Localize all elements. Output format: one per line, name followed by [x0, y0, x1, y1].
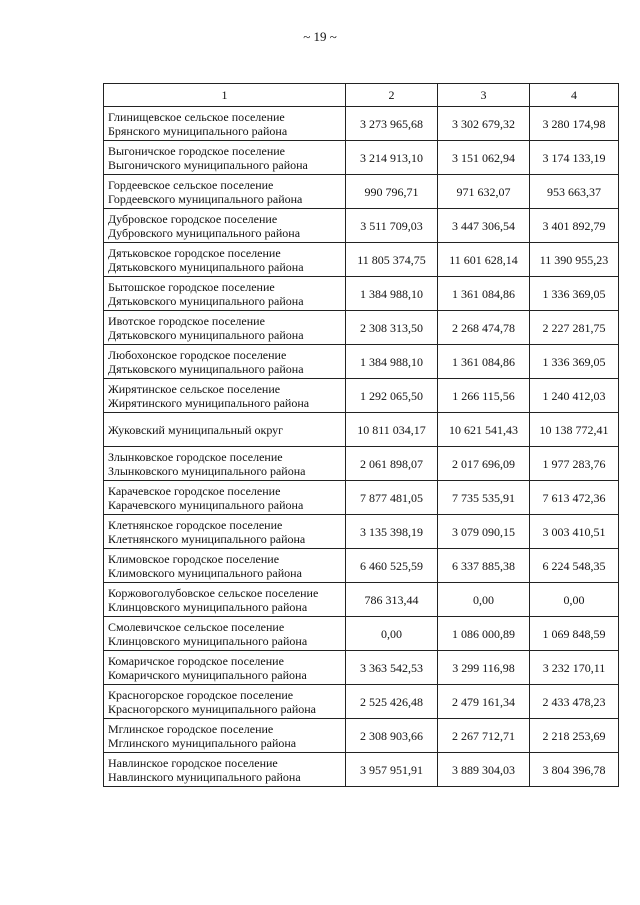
settlement-name: Клетнянское городское поселение [108, 517, 283, 532]
municipality-name-cell [104, 141, 346, 175]
settlement-name: Ивотское городское поселение [108, 313, 265, 328]
value-cell-col-2: 7 877 481,05 [346, 481, 438, 515]
table-row [104, 515, 619, 549]
district-name: Комаричского муниципального района [108, 667, 307, 682]
municipality-name-cell [104, 651, 346, 685]
value-cell-col-2: 2 308 903,66 [346, 719, 438, 753]
value-cell-col-3: 1 361 084,86 [438, 345, 530, 379]
table-row [104, 617, 619, 651]
value-cell-col-4: 1 240 412,03 [530, 379, 619, 413]
municipality-name-cell [104, 311, 346, 345]
table-row [104, 481, 619, 515]
value-cell-col-4: 0,00 [530, 583, 619, 617]
value-cell-col-2: 11 805 374,75 [346, 243, 438, 277]
settlement-name: Любохонское городское поселение [108, 347, 287, 362]
settlement-name: Злынковское городское поселение [108, 449, 283, 464]
settlement-name: Мглинское городское поселение [108, 721, 274, 736]
table-row [104, 549, 619, 583]
value-cell-col-4: 3 280 174,98 [530, 107, 619, 141]
column-header-2: 2 [346, 84, 438, 107]
district-name: Брянского муниципального района [108, 123, 288, 138]
value-cell-col-3: 1 266 115,56 [438, 379, 530, 413]
value-cell-col-2: 1 384 988,10 [346, 277, 438, 311]
value-cell-col-2: 0,00 [346, 617, 438, 651]
value-cell-col-4: 1 977 283,76 [530, 447, 619, 481]
district-name: Дубровского муниципального района [108, 225, 301, 240]
value-cell-col-2: 3 511 709,03 [346, 209, 438, 243]
value-cell-col-3: 2 268 474,78 [438, 311, 530, 345]
settlement-name: Жирятинское сельское поселение [108, 381, 281, 396]
district-name: Дятьковского муниципального района [108, 293, 304, 308]
value-cell-col-4: 3 401 892,79 [530, 209, 619, 243]
district-name: Клетнянского муниципального района [108, 531, 306, 546]
municipality-name-cell [104, 277, 346, 311]
table-row [104, 413, 619, 447]
table-row [104, 277, 619, 311]
value-cell-col-3: 6 337 885,38 [438, 549, 530, 583]
municipality-name-cell [104, 719, 346, 753]
header-row [104, 84, 619, 107]
district-name: Дятьковского муниципального района [108, 327, 304, 342]
settlement-name: Глинищевское сельское поселение [108, 109, 285, 124]
table-row [104, 175, 619, 209]
municipality-name-cell [104, 549, 346, 583]
value-cell-col-2: 3 135 398,19 [346, 515, 438, 549]
value-cell-col-2: 1 292 065,50 [346, 379, 438, 413]
value-cell-col-3: 3 299 116,98 [438, 651, 530, 685]
value-cell-col-4: 953 663,37 [530, 175, 619, 209]
value-cell-col-4: 1 336 369,05 [530, 345, 619, 379]
page-number: ~ 19 ~ [303, 29, 337, 44]
value-cell-col-4: 2 218 253,69 [530, 719, 619, 753]
district-name: Клинцовского муниципального района [108, 633, 308, 648]
column-header-3: 3 [438, 84, 530, 107]
table-row [104, 379, 619, 413]
settlement-name: Карачевское городское поселение [108, 483, 281, 498]
value-cell-col-4: 7 613 472,36 [530, 481, 619, 515]
table-row [104, 685, 619, 719]
settlement-name: Бытошское городское поселение [108, 279, 275, 294]
value-cell-col-3: 2 479 161,34 [438, 685, 530, 719]
value-cell-col-2: 6 460 525,59 [346, 549, 438, 583]
settlement-name: Гордеевское сельское поселение [108, 177, 274, 192]
column-header-4: 4 [530, 84, 619, 107]
value-cell-col-3: 3 447 306,54 [438, 209, 530, 243]
settlement-name: Жуковский муниципальный округ [108, 422, 284, 437]
settlement-name: Навлинское городское поселение [108, 755, 278, 770]
value-cell-col-2: 3 214 913,10 [346, 141, 438, 175]
value-cell-col-3: 10 621 541,43 [438, 413, 530, 447]
value-cell-col-3: 7 735 535,91 [438, 481, 530, 515]
municipality-name-cell [104, 685, 346, 719]
table-row [104, 243, 619, 277]
settlement-name: Дубровское городское поселение [108, 211, 278, 226]
value-cell-col-2: 3 273 965,68 [346, 107, 438, 141]
district-name: Гордеевского муниципального района [108, 191, 303, 206]
municipality-name-cell [104, 753, 346, 787]
table-row [104, 311, 619, 345]
value-cell-col-4: 11 390 955,23 [530, 243, 619, 277]
table-row [104, 753, 619, 787]
district-name: Дятьковского муниципального района [108, 361, 304, 376]
value-cell-col-2: 2 308 313,50 [346, 311, 438, 345]
value-cell-col-4: 2 433 478,23 [530, 685, 619, 719]
municipality-name-cell [104, 175, 346, 209]
table-row [104, 583, 619, 617]
settlement-name: Выгоничское городское поселение [108, 143, 285, 158]
table-row [104, 447, 619, 481]
value-cell-col-4: 10 138 772,41 [530, 413, 619, 447]
municipality-name-cell [104, 617, 346, 651]
value-cell-col-2: 3 363 542,53 [346, 651, 438, 685]
value-cell-col-3: 0,00 [438, 583, 530, 617]
settlement-name: Смолевичское сельское поселение [108, 619, 285, 634]
value-cell-col-4: 6 224 548,35 [530, 549, 619, 583]
value-cell-col-4: 2 227 281,75 [530, 311, 619, 345]
column-header-1: 1 [104, 84, 346, 107]
district-name: Красногорского муниципального района [108, 701, 317, 716]
table-row [104, 719, 619, 753]
value-cell-col-3: 2 017 696,09 [438, 447, 530, 481]
value-cell-col-2: 2 525 426,48 [346, 685, 438, 719]
settlement-name: Красногорское городское поселение [108, 687, 294, 702]
district-name: Выгоничского муниципального района [108, 157, 308, 172]
district-name: Злынковского муниципального района [108, 463, 306, 478]
district-name: Навлинского муниципального района [108, 769, 301, 784]
value-cell-col-3: 1 361 084,86 [438, 277, 530, 311]
value-cell-col-2: 10 811 034,17 [346, 413, 438, 447]
table-row [104, 107, 619, 141]
value-cell-col-4: 1 069 848,59 [530, 617, 619, 651]
municipality-name-cell [104, 413, 346, 447]
table-row [104, 651, 619, 685]
value-cell-col-2: 2 061 898,07 [346, 447, 438, 481]
district-name: Мглинского муниципального района [108, 735, 297, 750]
value-cell-col-2: 786 313,44 [346, 583, 438, 617]
value-cell-col-2: 1 384 988,10 [346, 345, 438, 379]
settlement-name: Климовское городское поселение [108, 551, 280, 566]
value-cell-col-3: 3 889 304,03 [438, 753, 530, 787]
table-row [104, 141, 619, 175]
district-name: Климовского муниципального района [108, 565, 302, 580]
municipality-name-cell [104, 379, 346, 413]
settlement-name: Коржовоголубовское сельское поселение [108, 585, 319, 600]
settlement-name: Комаричское городское поселение [108, 653, 284, 668]
value-cell-col-3: 971 632,07 [438, 175, 530, 209]
municipality-name-cell [104, 345, 346, 379]
table-body [104, 107, 619, 787]
value-cell-col-4: 3 003 410,51 [530, 515, 619, 549]
municipality-name-cell [104, 447, 346, 481]
municipality-name-cell [104, 481, 346, 515]
municipality-name-cell [104, 243, 346, 277]
value-cell-col-3: 11 601 628,14 [438, 243, 530, 277]
value-cell-col-3: 3 151 062,94 [438, 141, 530, 175]
value-cell-col-4: 3 804 396,78 [530, 753, 619, 787]
data-table [103, 83, 619, 787]
municipality-name-cell [104, 515, 346, 549]
district-name: Жирятинского муниципального района [108, 395, 310, 410]
district-name: Дятьковского муниципального района [108, 259, 304, 274]
value-cell-col-4: 3 232 170,11 [530, 651, 619, 685]
value-cell-col-3: 1 086 000,89 [438, 617, 530, 651]
table-row [104, 209, 619, 243]
district-name: Клинцовского муниципального района [108, 599, 308, 614]
value-cell-col-4: 3 174 133,19 [530, 141, 619, 175]
settlement-name: Дятьковское городское поселение [108, 245, 281, 260]
value-cell-col-2: 990 796,71 [346, 175, 438, 209]
district-name: Карачевского муниципального района [108, 497, 304, 512]
table-row [104, 345, 619, 379]
municipality-name-cell [104, 107, 346, 141]
municipality-name-cell [104, 209, 346, 243]
value-cell-col-2: 3 957 951,91 [346, 753, 438, 787]
value-cell-col-3: 3 079 090,15 [438, 515, 530, 549]
value-cell-col-4: 1 336 369,05 [530, 277, 619, 311]
municipality-name-cell [104, 583, 346, 617]
value-cell-col-3: 3 302 679,32 [438, 107, 530, 141]
value-cell-col-3: 2 267 712,71 [438, 719, 530, 753]
